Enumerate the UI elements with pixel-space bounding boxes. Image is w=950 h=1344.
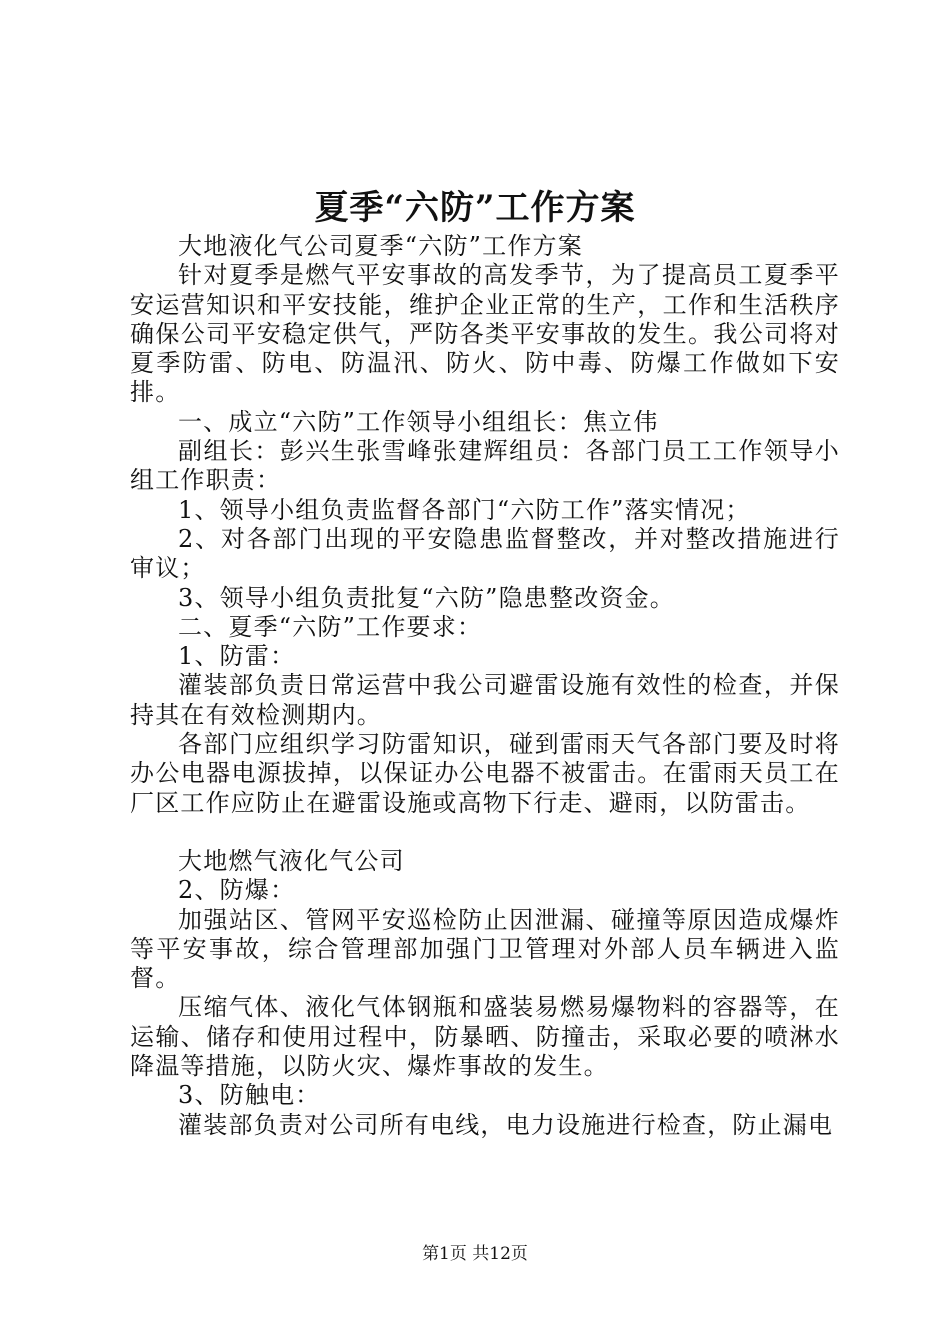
list-item: 3、领导小组负责批复“六防”隐患整改资金。 [178,583,676,612]
body-paragraph: 加强站区、管网平安巡检防止因泄漏、碰撞等原因造成爆炸等平安事故，综合管理部加强门卫管理对外部人员车辆进入监督。 [130,905,840,993]
body-paragraph: 灌装部负责对公司所有电线，电力设施进行检查，防止漏电 [178,1110,834,1139]
body-paragraph: 副组长：彭兴生张雪峰张建辉组员：各部门员工工作领导小组工作职责： [130,437,840,495]
subsection-heading: 2、防爆： [178,876,296,905]
section-heading: 一、成立“六防”工作领导小组组长：焦立伟 [178,407,659,436]
page-number-footer: 第1页 共12页 [422,1244,528,1264]
subsection-heading: 3、防触电： [178,1081,321,1110]
company-name-line: 大地燃气液化气公司 [178,846,405,875]
subsection-heading: 1、防雷： [178,642,296,671]
body-paragraph: 各部门应组织学习防雷知识，碰到雷雨天气各部门要及时将办公电器电源拔掉，以保证办公电器不被雷击。在雷雨天员工在厂区工作应防止在避雷设施或高物下行走、避雨，以防雷击。 [130,730,840,817]
list-item: 1、领导小组负责监督各部门“六防工作”落实情况； [178,495,751,524]
document-title: 夏季“六防”工作方案 [314,188,636,228]
section-heading: 二、夏季“六防”工作要求： [178,612,483,641]
intro-paragraph: 针对夏季是燃气平安事故的高发季节，为了提高员工夏季平安运营知识和平安技能，维护企业正常的生产，工作和生活秩序确保公司平安稳定供气，严防各类平安事故的发生。我公司将对夏季防雷、防电、防温汛、防火、防中毒、防爆工作做如下安排。 [130,261,840,407]
list-item: 2、对各部门出现的平安隐患监督整改，并对整改措施进行审议； [130,524,840,583]
body-paragraph: 灌装部负责日常运营中我公司避雷设施有效性的检查，并保持其在有效检测期内。 [130,671,840,729]
document-body [130,232,840,1140]
body-paragraph: 压缩气体、液化气体钢瓶和盛装易燃易爆物料的容器等，在运输、储存和使用过程中，防暴晒、防撞击，采取必要的喷淋水降温等措施，以防火灾、爆炸事故的发生。 [130,993,840,1081]
subtitle-paragraph: 大地液化气公司夏季“六防”工作方案 [178,232,583,260]
